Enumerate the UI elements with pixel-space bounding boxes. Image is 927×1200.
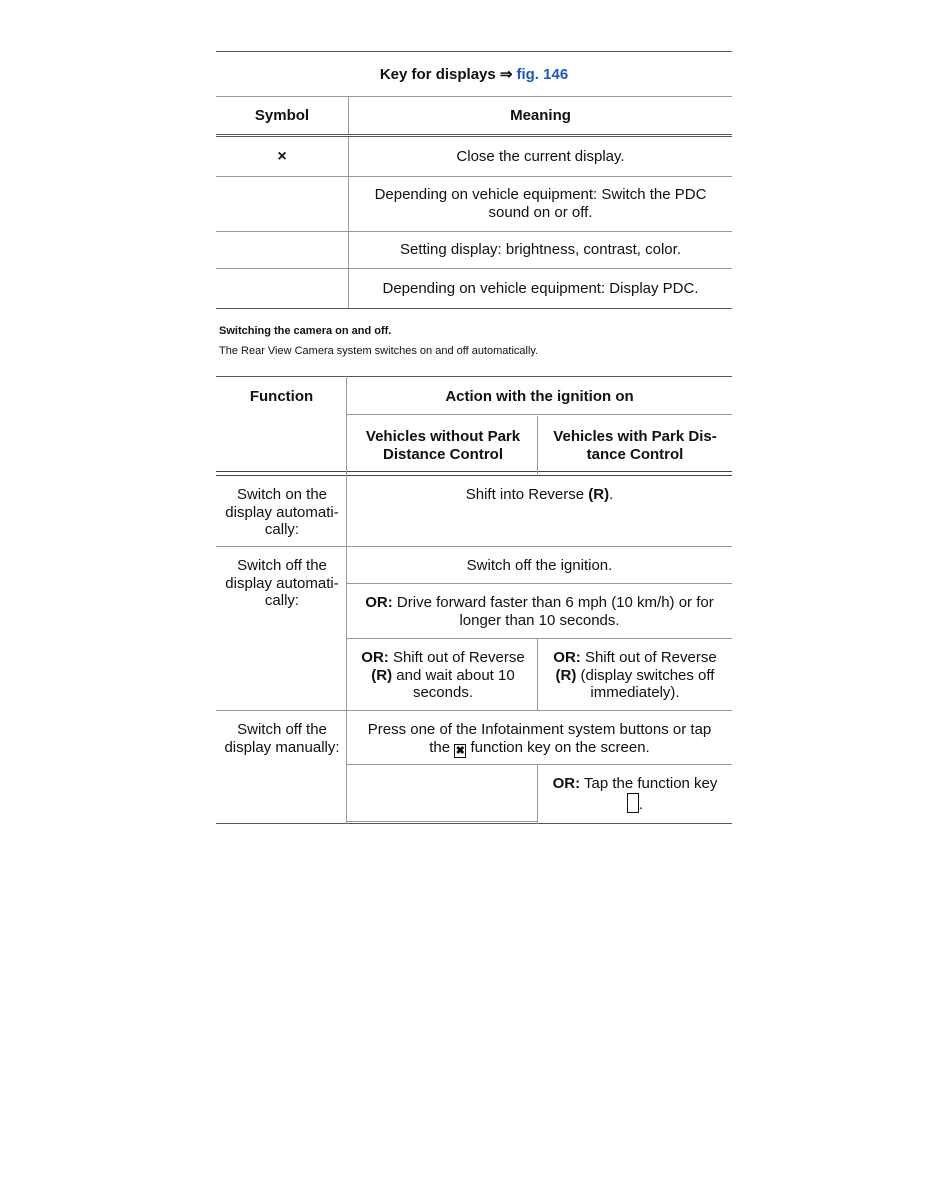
- settings-icon: [216, 232, 349, 268]
- function-cell: Switch on the display automati-cally:: [225, 486, 339, 538]
- table-bottom-rule: [216, 823, 732, 824]
- pdc-display-icon: [216, 269, 349, 308]
- function-action-table: [216, 376, 732, 824]
- header-action: Action with the ignition on: [445, 388, 634, 405]
- column-divider: [537, 638, 538, 710]
- action-cell: Press one of the Infotainment system buttons or tap the ✖ function key on the screen.: [367, 721, 712, 757]
- function-cell: Switch off the display automati-cally:: [225, 557, 339, 609]
- action-cell: OR: Tap the function key .: [552, 775, 718, 813]
- table-row: [216, 232, 732, 269]
- header-function: Function: [249, 388, 314, 405]
- header-double-rule: [216, 471, 732, 476]
- meaning-cell: Depending on vehicle equipment: Display PDC.: [382, 279, 699, 297]
- column-divider: [537, 764, 538, 824]
- header-meaning: Meaning: [510, 106, 571, 124]
- table-row: [216, 137, 732, 177]
- function-key-icon: [627, 793, 639, 813]
- row-divider: [216, 546, 732, 547]
- key-for-displays-table: [216, 51, 732, 309]
- table-row: [216, 177, 732, 232]
- row-divider: [347, 583, 732, 584]
- pdc-sound-icon: [216, 177, 349, 231]
- header-symbol: Symbol: [216, 97, 349, 134]
- table-top-rule: [216, 376, 732, 377]
- row-divider: [216, 710, 732, 711]
- close-icon: ×: [216, 137, 349, 176]
- table-caption: [216, 52, 732, 97]
- table-row: [216, 269, 732, 309]
- action-cell: OR: Shift out of Reverse (R) and wait about 10 seconds.: [361, 649, 525, 701]
- caption-text: Key for displays ⇒: [379, 66, 513, 83]
- meaning-cell: Close the current display.: [456, 147, 625, 165]
- column-divider: [537, 416, 538, 474]
- column-divider: [346, 376, 347, 824]
- header-divider: [347, 414, 732, 415]
- action-cell: Shift into Reverse (R).: [465, 486, 614, 503]
- action-cell: Switch off the ignition.: [466, 557, 613, 574]
- section-heading: Switching the camera on and off.: [219, 325, 392, 337]
- meaning-cell: Depending on vehicle equipment: Switch the PDC sound on or off.: [374, 186, 707, 221]
- row-divider: [347, 638, 732, 639]
- fig-146-link[interactable]: fig. 146: [516, 65, 569, 83]
- meaning-cell: Setting display: brightness, contrast, color.: [400, 241, 681, 258]
- subheader-with-pdc: Vehicles with Park Dis-tance Control: [553, 428, 717, 463]
- action-cell: OR: Shift out of Reverse (R) (display switches off immediately).: [553, 649, 717, 701]
- subheader-without-pdc: Vehicles without Park Distance Control: [365, 428, 521, 463]
- row-divider: [347, 821, 538, 822]
- function-cell: Switch off the display manually:: [224, 721, 340, 756]
- action-cell: OR: Drive forward faster than 6 mph (10 km/h) or for longer than 10 seconds.: [365, 594, 714, 629]
- section-text: The Rear View Camera system switches on and off automatically.: [219, 345, 539, 357]
- row-divider: [347, 764, 732, 765]
- close-function-key-icon: ✖: [455, 744, 465, 757]
- table-header-row: [216, 97, 732, 137]
